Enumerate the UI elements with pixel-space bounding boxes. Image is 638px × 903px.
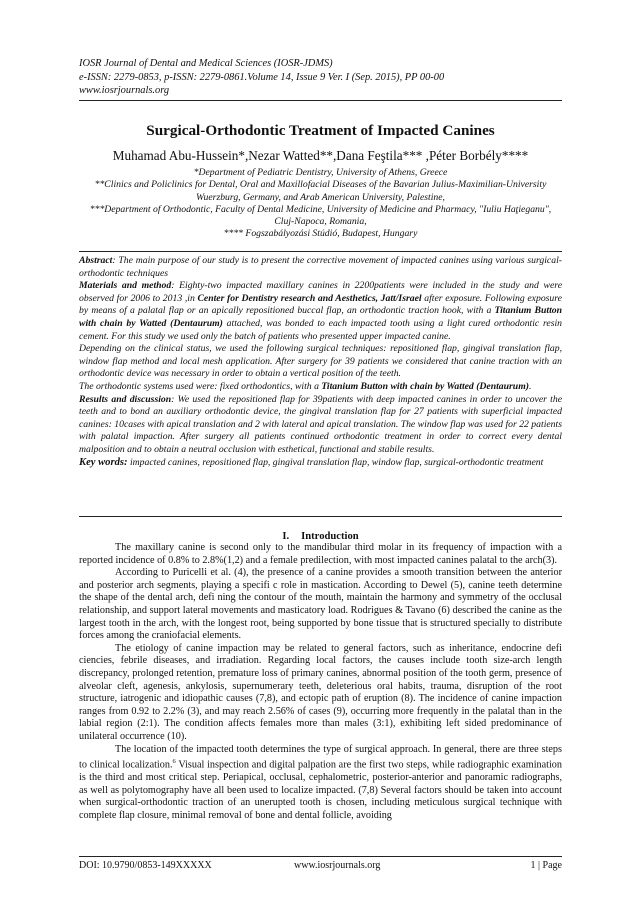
body-text [79, 542, 562, 822]
results-label: Results and discussion [79, 393, 172, 405]
methods-paragraph [79, 280, 562, 343]
affiliation-2: **Clinics and Policlinics for Dental, Oral and Maxillofacial Diseases of the Bavarian Julius-Maximilian-University Wuerzburg, Germany, and Arab American University, Palestine, [94, 179, 547, 203]
section-title: Introduction [301, 531, 359, 542]
affiliation-4: **** Fogszabályozási Stúdió, Budapest, Hungary [223, 228, 418, 240]
section-number: I. [282, 531, 290, 542]
footer-doi: DOI: 10.9790/0853-149XXXXX [79, 860, 212, 871]
results-text: : We used the repositioned flap for 39patients with deep impacted canines in order to uncover the teeth and to bond an auxiliary orthodontic device, the gingival translation flap for 27 patients with superficial impacted canines: 10cases with apical translation and 2 with lateral and apical translation. The window flap was used for 22 patients with palatal impaction. After surgery all patients continued orthodontic treatment in order to correct every dental malposition and to obtain a neutral occlusion with esthetical, functional and stabile results. [79, 393, 562, 455]
journal-url[interactable]: www.iosrjournals.org [79, 85, 170, 97]
methods-text-1: : Eighty-two impacted maxillary canines in 2200patients were included in the study and were observed for 2006 to 2013 ,in [79, 280, 562, 304]
paragraph-4-rest: Visual inspection and digital palpation are the first two steps, while radiographic examination is the third and most critical step. Periapical, occlusal, cephalometric, posterior-anterior and panoramic radiographs, as well as polytomography have all been used to localize impacted. (7,8) Several factors should be taken into account when surgical-orthodontic traction of an unerupted tooth is chosen, including meticulous surgical technique with complete flap closure, minimal removal of bone and dental follicle, avoiding [79, 759, 562, 821]
journal-issn: e-ISSN: 2279-0853, p-ISSN: 2279-0861.Volume 14, Issue 9 Ver. I (Sep. 2015), PP 00-00 [79, 71, 445, 83]
journal-header [79, 57, 569, 98]
paragraph-2: According to Puricelli et al. (4), the presence of a canine provides a smooth transition between the anterior and posterior arch segments, playing a specifi c role in mastication. According to Dewel (5), canine teeth determine the shape of the dental arch, defi ning the contour of the mouth, maintain the harmony and symmetry of the occlusal relationship, and support lateral movements and masticatory load. Rodrigues & Tavano (6) described the canine as the largest tooth in the arch, with the longest root, being supported by bone tissue that is structured specially to distribute forces among the craniofacial elements. [79, 567, 562, 642]
section-heading [79, 531, 562, 542]
results-paragraph [79, 394, 562, 457]
methods-text-2: after exposure. Following exposure by means of a palatal flap or an apically repositioned buccal flap, an orthodontic traction hook, with a [79, 292, 562, 317]
journal-name: IOSR Journal of Dental and Medical Sciences (IOSR-JDMS) [79, 58, 333, 69]
footer-rule [79, 856, 562, 857]
abstract-label: Abstract [79, 255, 113, 266]
clinical-paragraph: Depending on the clinical status, we used the following surgical techniques: repositioned flap, gingival translation flap, window flap method and local mesh application. After surgery for 39 patients we considered that canine traction with an orthodontic device was necessary in order to obtain a vertical position of the teeth. [79, 343, 562, 380]
paper-authors: Muhamad Abu-Hussein*,Nezar Watted**,Dana Feştila*** ,Péter Borbély**** [112, 148, 529, 163]
abstract-block [79, 255, 562, 469]
abstract-top-rule [79, 251, 562, 252]
abstract-paragraph [79, 255, 562, 280]
paragraph-4 [79, 744, 562, 823]
paper-title: Surgical-Orthodontic Treatment of Impacted Canines [146, 122, 495, 139]
affiliations [79, 167, 562, 241]
keywords-label: Key words: [79, 456, 128, 468]
systems-device-name: Titanium Button with chain by Watted (Dentaurum) [321, 380, 529, 392]
footer-page-number: 1 | Page [530, 860, 562, 871]
paragraph-4-citation: 6 [172, 758, 176, 766]
header-rule [79, 100, 562, 101]
affiliation-3: ***Department of Orthodontic, Faculty of Dental Medicine, University of Medicine and Pharmacy, "Iuliu Haţieganu", Cluj-Napoca, Romania, [89, 203, 552, 228]
paragraph-3: The etiology of canine impaction may be related to general factors, such as inheritance, endocrine defi ciencies, febrile diseases, and irradiation. Regarding local factors, the causes include tooth size-arch length discrepancy, prolonged retention, premature loss of primary canines, abnormal position of the tooth germ, presence of alveolar cleft, agenesis, ankylosis, supernumerary teeth, deleterious oral habits, trauma, disruption of the root structure, iatrogenic and idiopathic causes (7,8), and ectopic path of eruption (8). The incidence of canine impaction ranges from 0.92 to 2.2% (3), and may reach 2.56% of cases (9), occurring more frequently in the palatal than in the labial region (2:1). The condition affects females more than males (3:1), exhibiting left sided predominance of unilateral occurrence (10). [79, 642, 562, 742]
systems-end: . [528, 380, 532, 392]
methods-label: Materials and method [79, 280, 172, 292]
abstract-text: : The main purpose of our study is to present the corrective movement of impacted canines using various surgical-orthodontic techniques [79, 255, 562, 279]
footer-site[interactable]: www.iosrjournals.org [294, 860, 381, 871]
keywords-text: impacted canines, repositioned flap, gingival translation flap, window flap, surgical-orthodontic treatment [127, 456, 544, 468]
systems-text: The orthodontic systems used were: fixed orthodontics, with a [79, 380, 322, 392]
systems-paragraph [79, 381, 562, 394]
paragraph-4-start: The location of the impacted tooth determines the type of surgical approach. In general, there are three steps to clinical localization. [79, 743, 562, 771]
affiliation-1: *Department of Pediatric Dentistry, University of Athens, Greece [193, 167, 448, 178]
methods-device-name: Titanium Button with chain by Watted (Dentaurum) [79, 305, 562, 329]
paragraph-1: The maxillary canine is second only to the mandibular third molar in its frequency of impaction with a reported incidence of 0.8% to 2.8%(1,2) and a female predilection, with most impacted canines palatal to the arch(3). [79, 542, 562, 566]
methods-text-3: attached, was bonded to each impacted tooth using a light cured orthodontic resin cement. For this study we used only the batch of patients who presented upper impacted canine. [79, 317, 563, 342]
methods-center-name: Center for Dentistry research and Aesthetics, Jatt/Israel [197, 292, 422, 304]
keywords-paragraph [79, 457, 562, 470]
abstract-bottom-rule [79, 516, 562, 517]
